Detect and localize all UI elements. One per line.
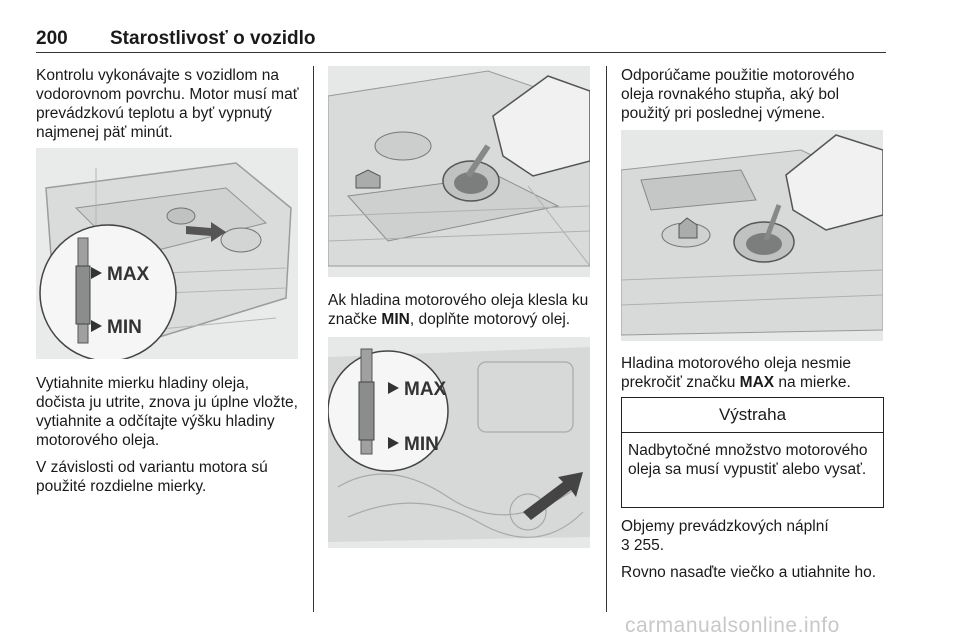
column-2-body xyxy=(328,291,598,337)
page-number: 200 xyxy=(36,28,68,49)
capacities-reference: Objemy prevádzkových náplní xyxy=(621,518,829,535)
watermark: carmanualsonline.info xyxy=(625,614,840,637)
max-mark-label-2: MAX xyxy=(404,379,447,400)
page-header xyxy=(36,26,886,53)
column-3-level-note xyxy=(621,354,887,400)
warning-title: Výstraha xyxy=(622,398,883,433)
column-1-body xyxy=(36,374,302,504)
dipstick-variants-note: V závislosti od variantu motora sú použité rozdielne mierky. xyxy=(36,459,268,495)
oil-pouring-illustration xyxy=(621,130,883,341)
oil-filling-illustration xyxy=(328,66,590,277)
column-3-intro xyxy=(621,66,887,131)
warning-box xyxy=(621,397,884,508)
column-3-body xyxy=(621,517,887,590)
column-divider-right xyxy=(606,66,607,612)
cap-instruction: Rovno nasaďte viečko a utiahnite ho. xyxy=(621,564,877,581)
page-title: Starostlivosť o vozidlo xyxy=(110,28,316,49)
dipstick-illustration-1 xyxy=(36,148,298,359)
max-level-note: Hladina motorového oleja nesmie prekročiť značku MAX na mierke. xyxy=(621,355,852,391)
topup-instruction: Ak hladina motorového oleja klesla ku značke MIN, doplňte motorový olej. xyxy=(328,292,589,328)
capacities-page-link[interactable]: 3 255. xyxy=(621,537,665,554)
min-mark-label-2: MIN xyxy=(404,434,439,455)
dipstick-illustration-2 xyxy=(328,337,590,548)
dipstick-instructions: Vytiahnite mierku hladiny oleja, dočista ju utrite, znova ju úplne vložte, vytiahnite a odčítajte výšku hladiny motorového oleja. xyxy=(36,375,298,449)
max-mark-label-1: MAX xyxy=(107,264,150,285)
column-divider-left xyxy=(313,66,314,612)
oil-grade-recommendation: Odporúčame použitie motorového oleja rovnakého stupňa, aký bol použitý pri poslednej výmene. xyxy=(621,67,855,122)
min-mark-label-1: MIN xyxy=(107,317,142,338)
column-1-intro xyxy=(36,66,302,150)
intro-paragraph: Kontrolu vykonávajte s vozidlom na vodorovnom povrchu. Motor musí mať prevádzkovú teplotu a byť vypnutý najmenej päť minút. xyxy=(36,67,299,141)
warning-body: Nadbytočné množstvo motorového oleja sa musí vypustiť alebo vysať. xyxy=(628,442,868,478)
